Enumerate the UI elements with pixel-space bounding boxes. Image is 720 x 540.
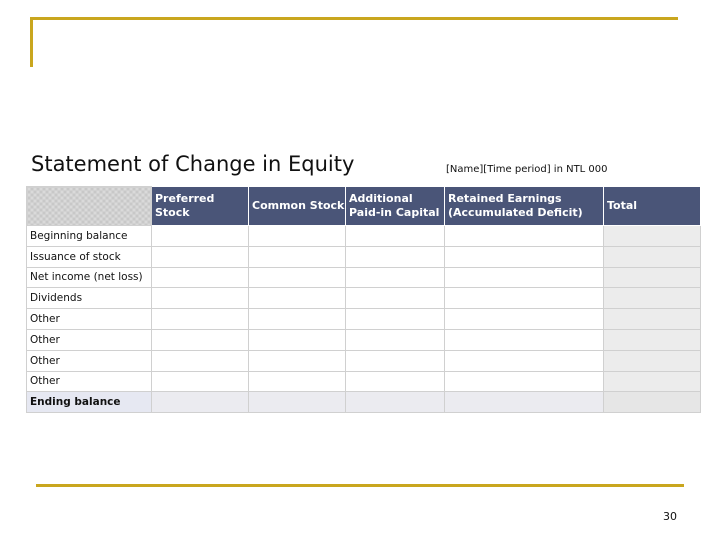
table-row [27,309,701,330]
table-cell [346,226,445,247]
row-label: Dividends [27,288,152,309]
table-row [27,288,701,309]
total-cell [604,246,701,267]
accent-line-bottom [36,484,684,487]
table-cell [152,392,249,413]
table-cell [346,288,445,309]
row-label: Other [27,309,152,330]
equity-table [26,186,701,413]
page-number: 30 [663,510,677,523]
table-cell [152,350,249,371]
table-cell [249,371,346,392]
table-cell [346,329,445,350]
table-cell [152,267,249,288]
table-row [27,246,701,267]
row-label: Other [27,329,152,350]
accent-line-left [30,17,33,67]
row-label: Issuance of stock [27,246,152,267]
header-common-stock: Common Stock [249,187,346,226]
row-label: Net income (net loss) [27,267,152,288]
row-label-ending-balance: Ending balance [27,392,152,413]
table-cell [346,267,445,288]
header-additional-paid-in-capital: Additional Paid-in Capital [346,187,445,226]
table-cell [152,246,249,267]
total-cell [604,350,701,371]
total-cell [604,329,701,350]
total-cell [604,309,701,330]
slide-subtitle: [Name][Time period] in NTL 000 [446,164,608,175]
header-total: Total [604,187,701,226]
row-label: Beginning balance [27,226,152,247]
header-corner-cell [27,187,152,226]
header-row [27,187,701,226]
total-cell [604,267,701,288]
table-cell [249,329,346,350]
table-cell [152,309,249,330]
table-cell [249,246,346,267]
table-cell [445,267,604,288]
table-cell [249,350,346,371]
table-cell [445,226,604,247]
table-row [27,226,701,247]
table-cell [152,226,249,247]
accent-line-top [30,17,678,20]
header-retained-earnings: Retained Earnings (Accumulated Deficit) [445,187,604,226]
total-cell [604,288,701,309]
table-cell [346,246,445,267]
table-cell [249,288,346,309]
table-row-ending-balance [27,392,701,413]
table-cell [249,267,346,288]
table-row [27,350,701,371]
table-cell [152,288,249,309]
row-label: Other [27,350,152,371]
table-cell [152,329,249,350]
table-cell [249,309,346,330]
table-cell [346,350,445,371]
table-cell [445,392,604,413]
table-cell [445,329,604,350]
total-cell [604,392,701,413]
total-cell [604,226,701,247]
table-cell [445,309,604,330]
table-cell [249,226,346,247]
table-cell [445,246,604,267]
table-row [27,267,701,288]
table-cell [445,288,604,309]
table-cell [249,392,346,413]
header-preferred-stock: Preferred Stock [152,187,249,226]
table-cell [445,371,604,392]
table-cell [346,371,445,392]
slide-title: Statement of Change in Equity [31,152,355,176]
table-cell [346,392,445,413]
table-cell [445,350,604,371]
table-row [27,371,701,392]
table-row [27,329,701,350]
total-cell [604,371,701,392]
row-label: Other [27,371,152,392]
table-cell [152,371,249,392]
table-cell [346,309,445,330]
